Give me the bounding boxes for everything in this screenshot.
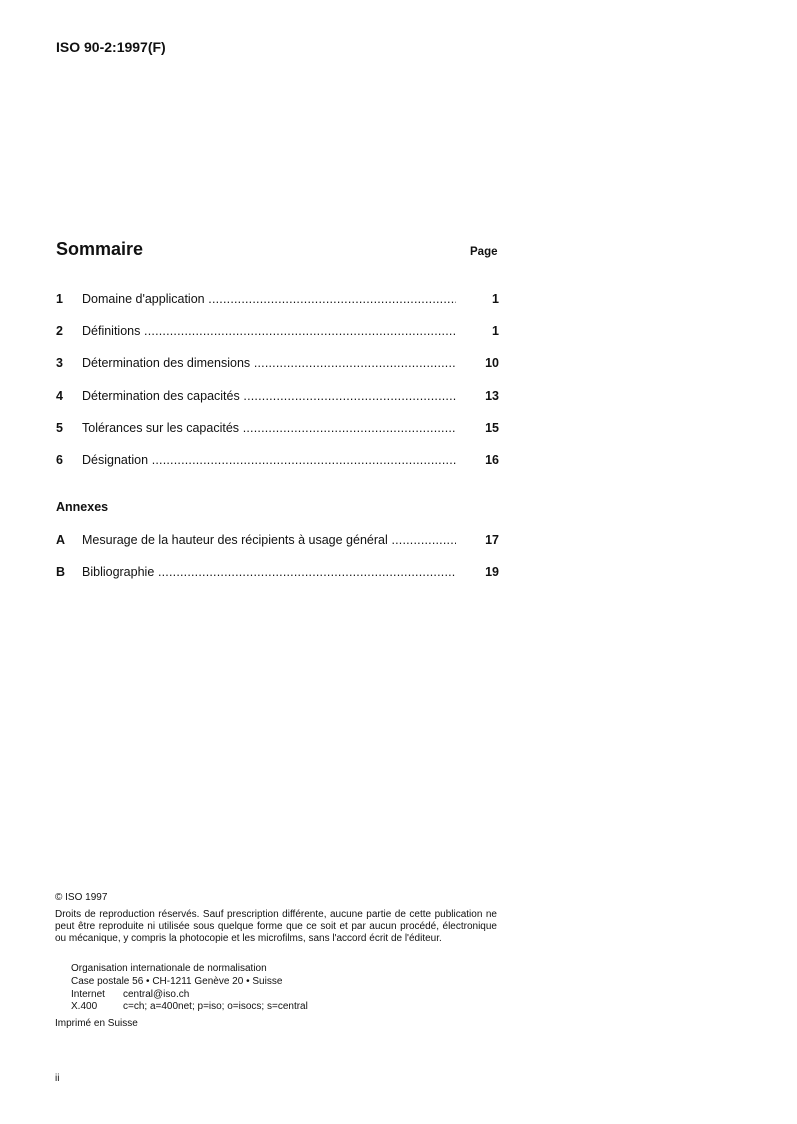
toc-entry-number: 5 [56, 421, 63, 435]
toc-entry-page: 16 [485, 453, 499, 467]
toc-entry-number: A [56, 533, 66, 547]
toc-entry-title: Détermination des dimensions ..... [82, 355, 456, 371]
internet-line [71, 989, 189, 1001]
toc-entry-3[interactable] [56, 355, 499, 371]
rights-statement: Droits de reproduction réservés. Sauf prescription différente, aucune partie de cette publication ne peut être reproduite ni utilisée sous quelque forme que ce soit et par aucun procédé, électronique ou mécanique, y compris la photocopie et les microfilms, sans l'accord écrit de l'éditeur. [55, 909, 497, 944]
toc-entry-number: B [56, 565, 66, 579]
toc-entry-number: 6 [56, 453, 63, 467]
toc-entry-title: Désignation ..... [82, 452, 456, 468]
internet-address[interactable]: central@iso.ch [123, 989, 190, 1000]
toc-entry-2[interactable] [56, 323, 499, 339]
toc-entry-title: Domaine d'application ..... [82, 291, 456, 307]
toc-entry-page: 13 [485, 389, 499, 403]
org-name: Organisation internationale de normalisation [71, 963, 267, 974]
toc-entry-page: 1 [492, 292, 499, 306]
toc-entry-number: 3 [56, 356, 63, 370]
x400-address: c=ch; a=400net; p=iso; o=isocs; s=central [123, 1001, 308, 1012]
toc-entry-title: Mesurage de la hauteur des récipients à usage général ..... [82, 532, 456, 548]
toc-entry-title: Détermination des capacités ..... [82, 388, 456, 404]
toc-entry-page: 10 [485, 356, 499, 370]
toc-entry-title: Tolérances sur les capacités ..... [82, 420, 456, 436]
copyright-notice: © ISO 1997 [55, 892, 108, 903]
toc-entry-title: Bibliographie ..... [82, 564, 456, 580]
internet-label: Internet [71, 989, 105, 1000]
toc-title: Sommaire [56, 239, 144, 259]
toc-entry-4[interactable] [56, 388, 499, 404]
toc-entry-number: 2 [56, 324, 63, 338]
toc-entry-number: 1 [56, 292, 63, 306]
page-number: ii [55, 1073, 60, 1084]
printed-in: Imprimé en Suisse [55, 1018, 138, 1029]
toc-entry-page: 17 [485, 533, 499, 547]
page-column-label: Page [470, 246, 498, 258]
toc-entry-6[interactable] [56, 452, 499, 468]
toc-entry-1[interactable] [56, 291, 499, 307]
toc-entry-page: 15 [485, 421, 499, 435]
toc-entry-page: 1 [492, 324, 499, 338]
x400-line [71, 1001, 308, 1013]
toc-entry-5[interactable] [56, 420, 499, 436]
toc-entry-number: 4 [56, 389, 63, 403]
annex-heading: Annexes [56, 500, 109, 514]
x400-label: X.400 [71, 1001, 98, 1012]
toc-entry-title: Définitions ..... [82, 323, 456, 339]
toc-annex-a[interactable] [56, 532, 499, 548]
document-id: ISO 90-2:1997(F) [56, 39, 166, 55]
toc-entry-page: 19 [485, 565, 499, 579]
postal-address: Case postale 56 • CH-1211 Genève 20 • Suisse [71, 976, 283, 987]
toc-annex-b[interactable] [56, 564, 499, 580]
